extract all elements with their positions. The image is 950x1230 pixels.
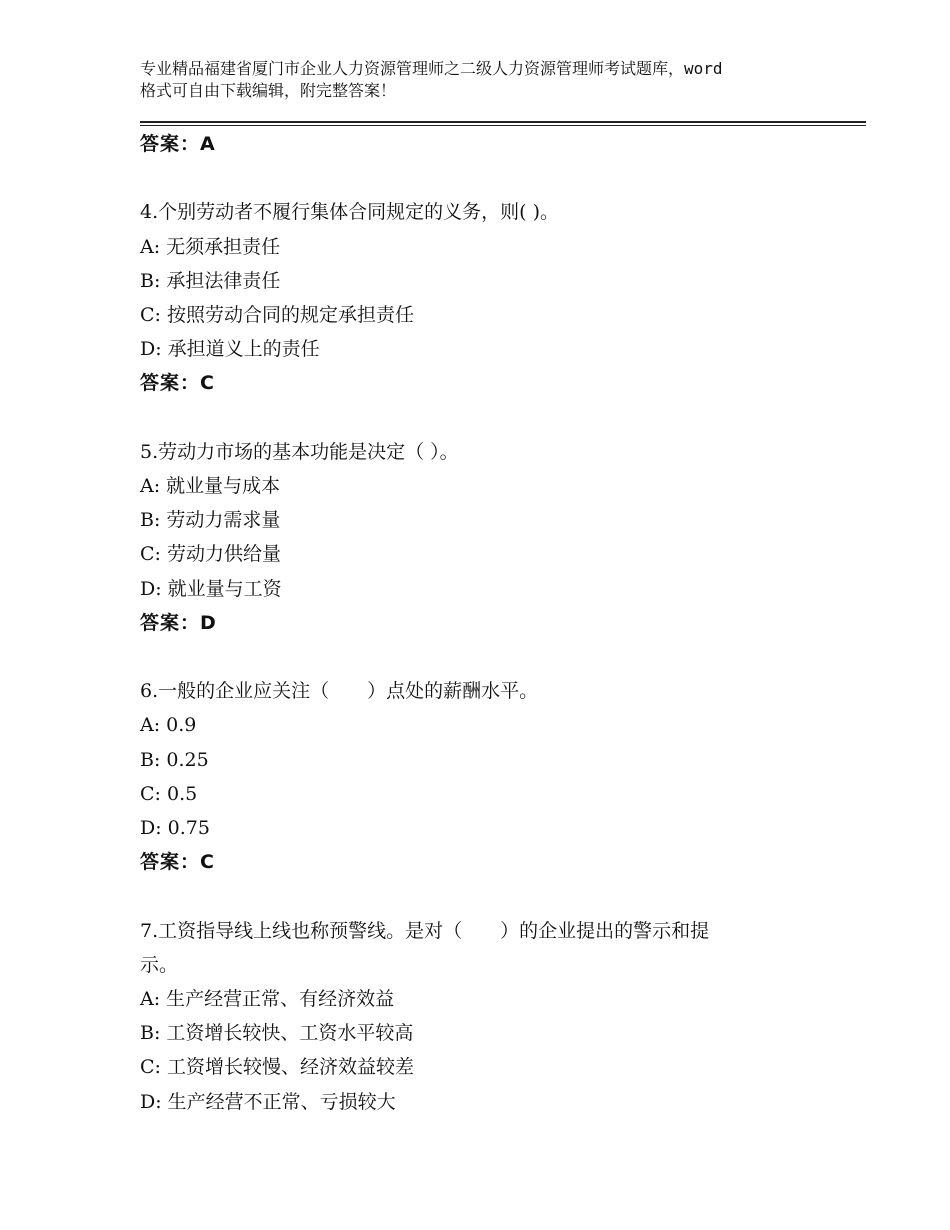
option-a: A: 生产经营正常、有经济效益 bbox=[140, 988, 395, 1011]
spacer bbox=[140, 640, 840, 674]
question-7 bbox=[140, 914, 840, 1119]
option-d: D: 就业量与工资 bbox=[140, 577, 282, 600]
question-5 bbox=[140, 435, 840, 640]
question-stem: 4.个别劳动者不履行集体合同规定的义务，则( )。 bbox=[140, 201, 559, 224]
option-d: D: 0.75 bbox=[140, 817, 210, 840]
header-line-2: 格式可自由下载编辑，附完整答案！ bbox=[140, 81, 397, 100]
option-d: D: 生产经营不正常、亏损较大 bbox=[140, 1090, 396, 1113]
option-c: C: 按照劳动合同的规定承担责任 bbox=[140, 304, 414, 326]
option-c: C: 0.5 bbox=[140, 782, 198, 805]
spacer bbox=[140, 879, 840, 913]
spacer bbox=[140, 161, 840, 195]
option-b: B: 工资增长较快、工资水平较高 bbox=[140, 1022, 414, 1045]
answer: 答案：D bbox=[140, 611, 217, 634]
header-rule-thick bbox=[140, 121, 866, 123]
question-4 bbox=[140, 195, 840, 400]
option-b: B: 劳动力需求量 bbox=[140, 509, 281, 532]
page-header bbox=[140, 58, 840, 102]
document-body bbox=[140, 127, 840, 1119]
option-a: A: 0.9 bbox=[140, 714, 197, 737]
question-stem: 6.一般的企业应关注（ ）点处的薪酬水平。 bbox=[140, 680, 539, 703]
header-line-1: 专业精品福建省厦门市企业人力资源管理师之二级人力资源管理师考试题库，word bbox=[140, 59, 723, 78]
option-b: B: 承担法律责任 bbox=[140, 269, 281, 292]
answer: 答案：C bbox=[140, 851, 215, 874]
option-b: B: 0.25 bbox=[140, 748, 209, 771]
question-stem-line-2: 示。 bbox=[140, 953, 179, 976]
spacer bbox=[140, 401, 840, 435]
question-stem: 5.劳动力市场的基本功能是决定（ ）。 bbox=[140, 440, 459, 463]
option-d: D: 承担道义上的责任 bbox=[140, 338, 320, 361]
option-c: C: 工资增长较慢、经济效益较差 bbox=[140, 1056, 414, 1079]
header-rule-thin bbox=[140, 125, 866, 126]
question-6 bbox=[140, 674, 840, 879]
option-a: A: 无须承担责任 bbox=[140, 235, 281, 258]
answer: 答案：C bbox=[140, 372, 215, 395]
question-stem-line-1: 7.工资指导线上线也称预警线。是对（ ）的企业提出的警示和提 bbox=[140, 919, 710, 942]
option-c: C: 劳动力供给量 bbox=[140, 543, 281, 566]
answer-q3: 答案：A bbox=[140, 133, 216, 155]
option-a: A: 就业量与成本 bbox=[140, 475, 281, 497]
